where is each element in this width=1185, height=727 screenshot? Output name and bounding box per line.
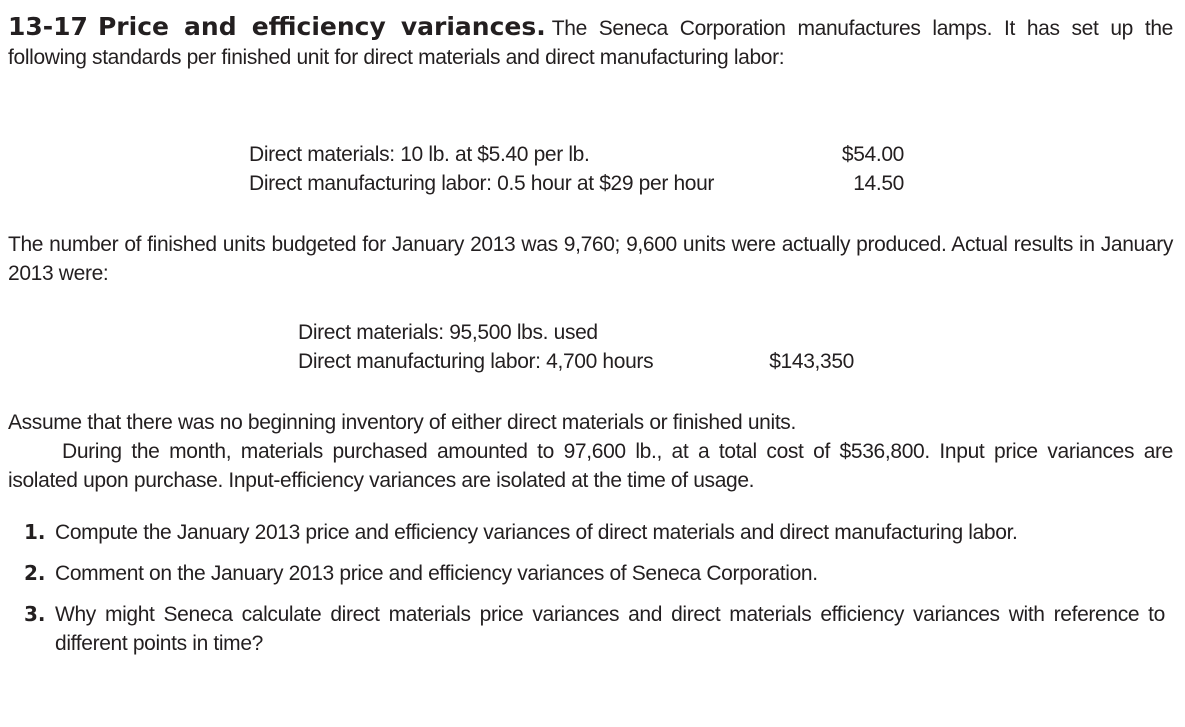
standards-label: Direct manufacturing labor: 0.5 hour at $29 per hour xyxy=(249,172,715,195)
actual-label: Direct manufacturing labor: 4,700 hours xyxy=(298,350,654,373)
question-text: Why might Seneca calculate direct materials price variances and direct materials efficiency variances with reference to different points in time? xyxy=(55,603,1165,655)
standards-row-labor xyxy=(249,169,904,198)
problem-intro-paragraph xyxy=(8,12,1173,72)
actual-results-table xyxy=(298,318,854,376)
question-list xyxy=(24,518,1165,670)
problem-intro-text: The Seneca Corporation manufactures lamps. It has set up the following standards per finished unit for direct materials and direct manufacturing labor: xyxy=(8,17,1173,69)
question-item xyxy=(24,518,1165,547)
actual-row-materials xyxy=(298,318,854,347)
problem-number: 13-17 xyxy=(8,12,88,41)
question-number: 1. xyxy=(24,520,46,544)
standards-table xyxy=(249,140,904,198)
question-text: Comment on the January 2013 price and efficiency variances of Seneca Corporation. xyxy=(55,562,818,585)
question-number: 3. xyxy=(24,602,46,626)
actual-label: Direct materials: 95,500 lbs. used xyxy=(298,321,598,344)
actual-amount: $143,350 xyxy=(769,350,854,373)
standards-row-materials xyxy=(249,140,904,169)
question-item xyxy=(24,559,1165,588)
question-item xyxy=(24,600,1165,658)
question-number: 2. xyxy=(24,561,46,585)
standards-label: Direct materials: 10 lb. at $5.40 per lb. xyxy=(249,143,590,166)
problem-title: Price and efficiency variances. xyxy=(97,12,546,41)
budget-paragraph: The number of finished units budgeted for January 2013 was 9,760; 9,600 units were actually produced. Actual results in January 2013 were: xyxy=(8,233,1173,285)
actual-row-labor xyxy=(298,347,854,376)
assumption-paragraph: Assume that there was no beginning inventory of either direct materials or finished units. xyxy=(8,411,796,434)
purchase-paragraph: During the month, materials purchased amounted to 97,600 lb., at a total cost of $536,800. Input price variances are isolated upon purchase. Input-efficiency variances are isolated at the time of usage. xyxy=(8,440,1173,492)
standards-amount: $54.00 xyxy=(841,143,904,166)
question-text: Compute the January 2013 price and efficiency variances of direct materials and direct manufacturing labor. xyxy=(55,521,1018,544)
standards-amount: 14.50 xyxy=(853,172,904,195)
